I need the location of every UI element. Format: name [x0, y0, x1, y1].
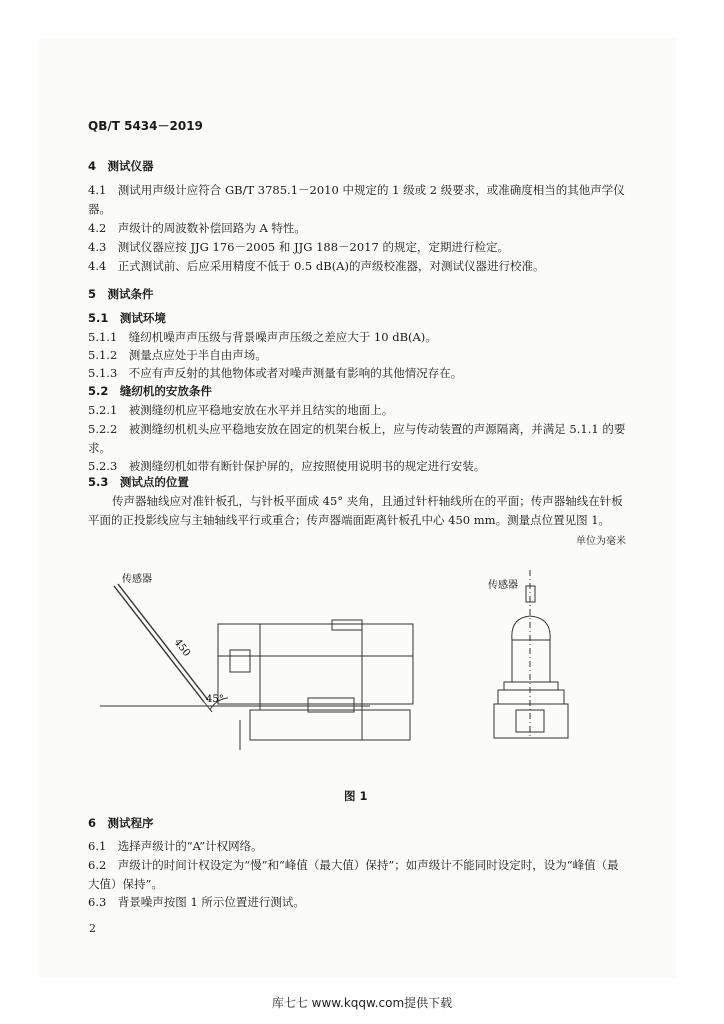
figure-1-drawing [100, 560, 580, 760]
unit-note: 单位为毫米 [576, 536, 626, 547]
clause-4-2: 4.2 声级计的周波数补偿回路为 A 特性。 [88, 221, 306, 235]
clause-4-3: 4.3 测试仪器应按 JJG 176－2005 和 JJG 188－2017 的规定，定期进行检定。 [88, 240, 509, 254]
clause-5-1-2: 5.1.2 测量点应处于半自由声场。 [88, 348, 267, 362]
clause-4-4: 4.4 正式测试前、后应采用精度不低于 0.5 dB(A)的声级校准器，对测试仪器进行校准。 [88, 259, 545, 273]
section-5-2-heading: 5.2 缝纫机的安放条件 [88, 384, 212, 398]
standard-number: QB/T 5434－2019 [88, 119, 203, 133]
clause-5-2-2: 5.2.2 被测缝纫机机头应平稳地安放在固定的机架台板上，应与传动装置的声源隔离，并满足 5.1.1 的要求。 [88, 422, 626, 455]
clause-5-2-3: 5.2.3 被测缝纫机如带有断针保护屏的，应按照使用说明书的规定进行安装。 [88, 459, 486, 473]
clause-6-3: 6.3 背景噪声按图 1 所示位置进行测试。 [88, 895, 305, 909]
figure-dim-450: 450 [171, 637, 193, 659]
clause-6-2: 6.2 声级计的时间计权设定为“慢”和“峰值（最大值）保持”；如声级计不能同时设定时，设为“峰值（最大值）保持”。 [88, 858, 619, 891]
page-number: 2 [89, 922, 96, 935]
clause-4-1: 4.1 测试用声级计应符合 GB/T 3785.1－2010 中规定的 1 级或 2 级要求，或准确度相当的其他声学仪器。 [88, 183, 625, 216]
clause-5-1-1: 5.1.1 缝纫机噪声声压级与背景噪声声压级之差应大于 10 dB(A)。 [88, 330, 437, 344]
figure-angle: 45° [206, 694, 224, 705]
section-5-1-heading: 5.1 测试环境 [88, 311, 166, 325]
clause-5-2-1: 5.2.1 被测缝纫机应平稳地安放在水平并且结实的地面上。 [88, 403, 394, 417]
clause-5-1-3: 5.1.3 不应有声反射的其他物体或者对噪声测量有影响的其他情况存在。 [88, 366, 463, 380]
section-6-heading: 6 测试程序 [88, 816, 154, 830]
figure-caption: 图 1 [344, 789, 368, 803]
clause-6-1: 6.1 选择声级计的“A”计权网络。 [88, 839, 263, 853]
section-5-heading: 5 测试条件 [88, 287, 154, 301]
section-5-3-heading: 5.3 测试点的位置 [88, 475, 189, 489]
download-footer: 库七七 www.kqqw.com提供下载 [271, 996, 453, 1010]
section-4-heading: 4 测试仪器 [88, 159, 154, 173]
clause-5-3-body: 传声器轴线应对准针板孔，与针板平面成 45° 夹角，且通过针杆轴线所在的平面；传声器轴线在针板平面的正投影线应与主轴轴线平行或重合；传声器端面距离针板孔中心 450 mm。测量点位置见图 1。 [88, 494, 623, 527]
figure-label-left: 传感器 [122, 574, 152, 585]
figure-label-right: 传感器 [488, 580, 518, 591]
